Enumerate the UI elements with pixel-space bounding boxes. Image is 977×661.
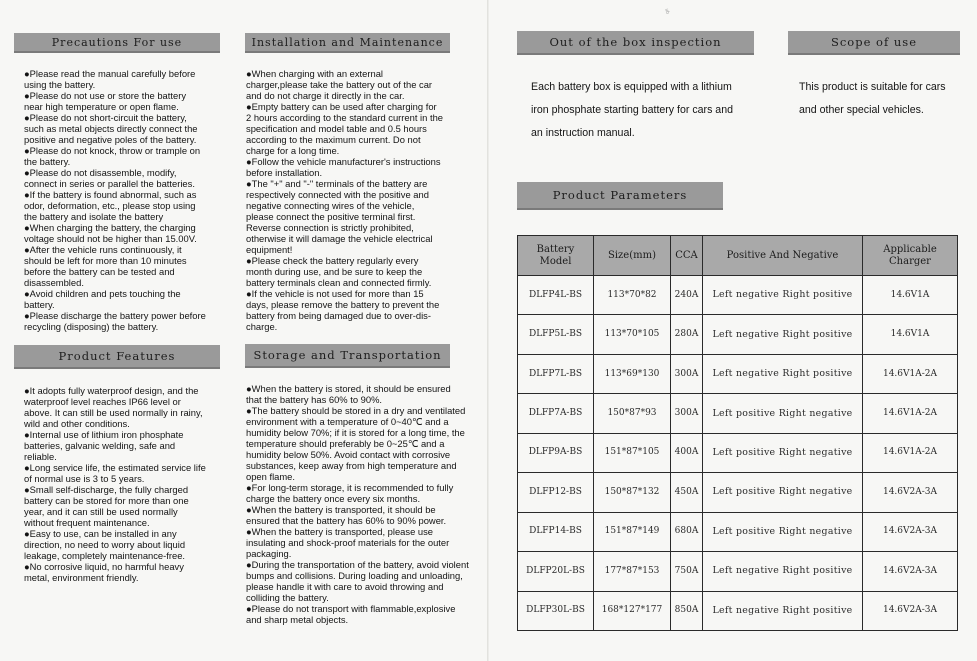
text-line: and sharp metal objects.	[246, 614, 349, 625]
cell-size: 113*70*82	[594, 276, 671, 315]
scope-text	[799, 70, 969, 127]
text-line: the battery and isolate the battery	[24, 211, 164, 222]
cell-size: 150*87*132	[594, 473, 671, 512]
text-line: colliding the battery.	[246, 592, 329, 603]
cell-charger: 14.6V2A-3A	[863, 591, 958, 631]
text-line: positive and negative poles of the battery.	[24, 134, 197, 145]
text-line: battery.	[24, 299, 55, 310]
text-line: ●Empty battery can be used after charging for	[246, 101, 437, 112]
text-line: ●The battery should be stored in a dry and ventilated	[246, 405, 466, 416]
text-line: waterproof level reaches IP66 level or	[24, 396, 181, 407]
text-line: negative connecting wires of the vehicle,	[246, 200, 415, 211]
text-line: ●No corrosive liquid, no harmful heavy	[24, 561, 184, 572]
cell-size: 151*87*149	[594, 512, 671, 551]
inspection-heading: Out of the box inspection	[517, 31, 754, 55]
text-line: direction, no need to worry about liquid	[24, 539, 186, 550]
text-line: ●Please read the manual carefully before	[24, 68, 196, 79]
cell-polarity: Left negative Right positive	[703, 591, 863, 631]
text-line: charge.	[246, 321, 278, 332]
table-row	[518, 433, 958, 472]
text-line: ●Please check the battery regularly every	[246, 255, 419, 266]
text-line: ●After the vehicle runs continuously, it	[24, 244, 182, 255]
margin-mark: ᵘᵇ	[661, 8, 670, 15]
cell-polarity: Left positive Right negative	[703, 394, 863, 433]
cell-size: 177*87*153	[594, 552, 671, 591]
text-line: before installation.	[246, 167, 323, 178]
table-row	[518, 473, 958, 512]
cell-charger: 14.6V1A	[863, 315, 958, 354]
text-line: batteries, galvanic welding, safe and	[24, 440, 176, 451]
cell-size: 113*70*105	[594, 315, 671, 354]
cell-polarity: Left positive Right negative	[703, 512, 863, 551]
table-header-row	[518, 236, 958, 276]
cell-polarity: Left negative Right positive	[703, 552, 863, 591]
text-line: otherwise it will damage the vehicle electrical	[246, 233, 433, 244]
text-line: humidity below 50%. Avoid contact with corrosive	[246, 449, 451, 460]
text-line: bumps and collisions. During loading and unloading,	[246, 570, 463, 581]
text-line: ●Please do not knock, throw or trample on	[24, 145, 201, 156]
text-line: ●When charging with an external	[246, 68, 383, 79]
text-line: month during use, and be sure to keep the	[246, 266, 423, 277]
text-line: odor, deformation, etc., please stop using	[24, 200, 196, 211]
storage-heading: Storage and Transportation	[245, 344, 450, 368]
features-heading: Product Features	[14, 345, 220, 369]
text-line: battery can be stored for more than one	[24, 495, 189, 506]
features-text	[24, 385, 224, 583]
table-row	[518, 394, 958, 433]
storage-text	[246, 383, 476, 625]
cell-charger: 14.6V2A-3A	[863, 512, 958, 551]
header-battery-model: Battery Model	[518, 236, 594, 276]
cell-charger: 14.6V2A-3A	[863, 552, 958, 591]
text-line: days, please remove the battery to prevent the	[246, 299, 440, 310]
text-line: such as metal objects directly connect the	[24, 123, 198, 134]
text-line: substances, keep away from high temperature and	[246, 460, 457, 471]
text-line: wild and other conditions.	[24, 418, 130, 429]
cell-model: DLFP7L-BS	[518, 354, 594, 393]
text-line: equipment!	[246, 244, 293, 255]
text-line: This product is suitable for cars	[799, 80, 946, 93]
cell-model: DLFP12-BS	[518, 473, 594, 512]
cell-charger: 14.6V2A-3A	[863, 473, 958, 512]
text-line: temperature should preferably be 0~25℃ and a	[246, 438, 445, 449]
text-line: battery from being damaged due to over-dis-	[246, 310, 431, 321]
text-line: reliable.	[24, 451, 57, 462]
text-line: leakage, completely maintenance-free.	[24, 550, 186, 561]
text-line: an instruction manual.	[531, 126, 635, 139]
cell-polarity: Left positive Right negative	[703, 473, 863, 512]
text-line: ●It adopts fully waterproof design, and the	[24, 385, 199, 396]
table-row	[518, 354, 958, 393]
cell-cca: 280A	[671, 315, 703, 354]
text-line: charge the battery once every six months.	[246, 493, 421, 504]
cell-charger: 14.6V1A-2A	[863, 354, 958, 393]
text-line: ●Please do not disassemble, modify,	[24, 167, 177, 178]
text-line: ●Follow the vehicle manufacturer's instructions	[246, 156, 441, 167]
cell-model: DLFP30L-BS	[518, 591, 594, 631]
cell-charger: 14.6V1A-2A	[863, 394, 958, 433]
text-line: ●When the battery is transported, it should be	[246, 504, 436, 515]
cell-model: DLFP14-BS	[518, 512, 594, 551]
text-line: of normal use is 3 to 5 years.	[24, 473, 145, 484]
text-line: and do not charge it directly in the car.	[246, 90, 405, 101]
text-line: respectively connected with the positive and	[246, 189, 429, 200]
scope-heading: Scope of use	[788, 31, 960, 55]
text-line: specification and model table and 0.5 hours	[246, 123, 427, 134]
text-line: 2 hours according to the standard current in the	[246, 112, 443, 123]
cell-cca: 300A	[671, 394, 703, 433]
text-line: ●When the battery is transported, please use	[246, 526, 434, 537]
text-line: near high temperature or open flame.	[24, 101, 179, 112]
text-line: charge for a long time.	[246, 145, 340, 156]
cell-polarity: Left positive Right negative	[703, 433, 863, 472]
text-line: ●If the vehicle is not used for more than 15	[246, 288, 424, 299]
text-line: using the battery.	[24, 79, 96, 90]
text-line: ●For long-term storage, it is recommended to fully	[246, 482, 454, 493]
text-line: ●Long service life, the estimated service life	[24, 462, 206, 473]
cell-size: 151*87*105	[594, 433, 671, 472]
text-line: before the battery can be tested and	[24, 266, 175, 277]
text-line: year, and it can still be used normally	[24, 506, 178, 517]
cell-cca: 240A	[671, 276, 703, 315]
text-line: ●During the transportation of the battery, avoid violent	[246, 559, 469, 570]
cell-cca: 400A	[671, 433, 703, 472]
inspection-text	[531, 70, 761, 150]
cell-model: DLFP7A-BS	[518, 394, 594, 433]
cell-polarity: Left negative Right positive	[703, 315, 863, 354]
text-line: should be left for more than 10 minutes	[24, 255, 187, 266]
text-line: connect in series or parallel the batteries.	[24, 178, 195, 189]
text-line: open flame.	[246, 471, 295, 482]
text-line: please connect the positive terminal first.	[246, 211, 416, 222]
text-line: humidity below 70%; if it is stored for a long time, the	[246, 427, 465, 438]
precautions-heading: Precautions For use	[14, 33, 220, 53]
text-line: ●Easy to use, can be installed in any	[24, 528, 177, 539]
header-size: Size(mm)	[594, 236, 671, 276]
table-row	[518, 591, 958, 631]
text-line: ●When the battery is stored, it should be ensured	[246, 383, 451, 394]
table-row	[518, 315, 958, 354]
text-line: ●The "+" and "-" terminals of the battery are	[246, 178, 428, 189]
text-line: ensured that the battery has 60% to 90% power.	[246, 515, 447, 526]
text-line: ●Please do not transport with flammable,explosive	[246, 603, 456, 614]
cell-cca: 750A	[671, 552, 703, 591]
table-row	[518, 276, 958, 315]
cell-cca: 300A	[671, 354, 703, 393]
text-line: that the battery has 60% to 90%.	[246, 394, 383, 405]
cell-charger: 14.6V1A-2A	[863, 433, 958, 472]
cell-model: DLFP5L-BS	[518, 315, 594, 354]
text-line: according to the maximum current. Do not	[246, 134, 421, 145]
text-line: metal, environment friendly.	[24, 572, 139, 583]
text-line: and other special vehicles.	[799, 103, 924, 116]
table-row	[518, 552, 958, 591]
cell-model: DLFP20L-BS	[518, 552, 594, 591]
text-line: ●Please discharge the battery power before	[24, 310, 206, 321]
header-polarity: Positive And Negative	[703, 236, 863, 276]
cell-size: 168*127*177	[594, 591, 671, 631]
text-line: voltage should not be higher than 15.00V.	[24, 233, 197, 244]
cell-cca: 850A	[671, 591, 703, 631]
text-line: ●When charging the battery, the charging	[24, 222, 196, 233]
header-charger: Applicable Charger	[863, 236, 958, 276]
text-line: ●Avoid children and pets touching the	[24, 288, 181, 299]
text-line: without frequent maintenance.	[24, 517, 150, 528]
text-line: ●Please do not short-circuit the battery,	[24, 112, 187, 123]
cell-polarity: Left negative Right positive	[703, 276, 863, 315]
cell-cca: 450A	[671, 473, 703, 512]
text-line: insulating and shock-proof materials for the outer	[246, 537, 450, 548]
cell-cca: 680A	[671, 512, 703, 551]
text-line: packaging.	[246, 548, 292, 559]
text-line: ●Small self-discharge, the fully charged	[24, 484, 189, 495]
header-cca: CCA	[671, 236, 703, 276]
cell-charger: 14.6V1A	[863, 276, 958, 315]
text-line: ●Please do not use or store the battery	[24, 90, 187, 101]
text-line: environment with a temperature of 0~40℃ and a	[246, 416, 449, 427]
text-line: the battery.	[24, 156, 71, 167]
text-line: please handle it with care to avoid throwing and	[246, 581, 444, 592]
text-line: ●If the battery is found abnormal, such as	[24, 189, 197, 200]
cell-polarity: Left negative Right positive	[703, 354, 863, 393]
table-row	[518, 512, 958, 551]
cell-size: 150*87*93	[594, 394, 671, 433]
parameters-heading: Product Parameters	[517, 182, 723, 210]
text-line: Each battery box is equipped with a lithium	[531, 80, 732, 93]
text-line: iron phosphate starting battery for cars and	[531, 103, 733, 116]
text-line: battery terminals clean and connected firmly.	[246, 277, 432, 288]
cell-model: DLFP4L-BS	[518, 276, 594, 315]
text-line: recycling (disposing) the battery.	[24, 321, 159, 332]
installation-text	[246, 68, 461, 332]
product-parameters-table	[517, 235, 958, 631]
text-line: above. It can still be used normally in rainy,	[24, 407, 203, 418]
text-line: charger,please take the battery out of the car	[246, 79, 433, 90]
cell-model: DLFP9A-BS	[518, 433, 594, 472]
page-fold	[487, 0, 489, 661]
text-line: ●Internal use of lithium iron phosphate	[24, 429, 184, 440]
precautions-text	[24, 68, 224, 332]
installation-heading: Installation and Maintenance	[245, 33, 450, 53]
cell-size: 113*69*130	[594, 354, 671, 393]
text-line: Reverse connection is strictly prohibited,	[246, 222, 414, 233]
text-line: disassembled.	[24, 277, 84, 288]
